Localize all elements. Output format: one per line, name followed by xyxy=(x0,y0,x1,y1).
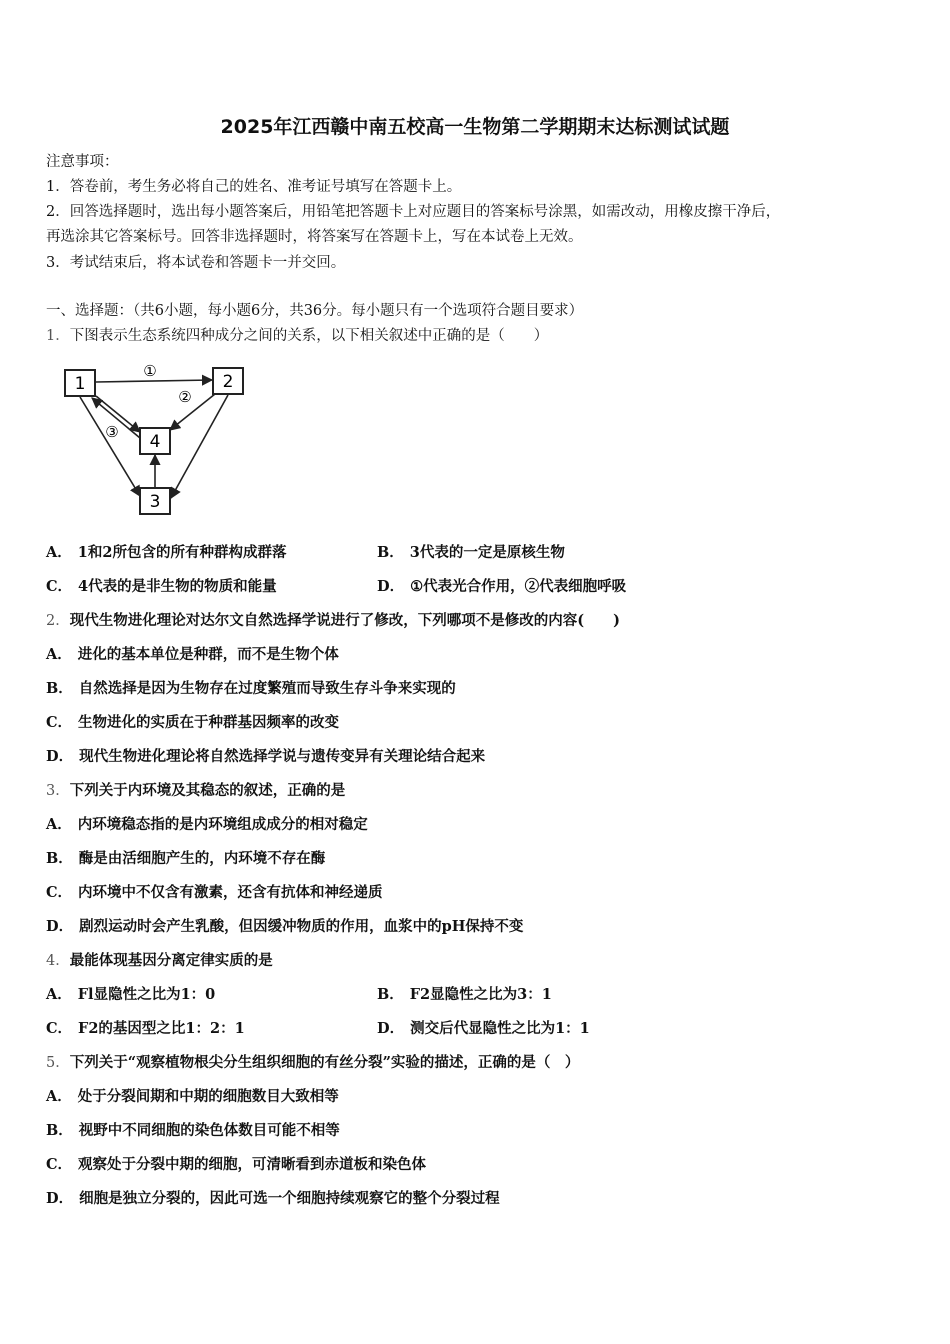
option-text: 剧烈运动时会产生乳酸，但因缓冲物质的作用，血浆中的pH保持不变 xyxy=(79,918,524,935)
arrow-label-2: ② xyxy=(178,388,192,406)
option xyxy=(46,917,523,937)
option xyxy=(377,543,565,563)
notice-item: 再选涂其它答案标号。回答非选择题时，将答案写在答题卡上，写在本试卷上无效。 xyxy=(46,229,583,245)
question-stem: 下图表示生态系统四种成分之间的关系，以下相关叙述中正确的是（ ） xyxy=(69,328,549,344)
ecosystem-diagram xyxy=(60,360,250,520)
option xyxy=(46,747,485,767)
option-label: B． xyxy=(46,1122,73,1139)
option xyxy=(377,577,626,597)
option xyxy=(46,713,339,733)
notice-heading: 注意事项： xyxy=(46,154,119,170)
arrow-1-to-3 xyxy=(80,397,140,496)
option-label: D． xyxy=(46,918,74,935)
notice-item: 2．回答选择题时，选出每小题答案后，用铅笔把答题卡上对应题目的答案标号涂黑，如需改动，用橡皮擦干净后， xyxy=(46,204,781,220)
question-stem: 现代生物进化理论对达尔文自然选择学说进行了修改，下列哪项不是修改的内容( ) xyxy=(69,612,620,629)
option-text: 生物进化的实质在于种群基因频率的改变 xyxy=(78,714,340,731)
option-label: A． xyxy=(46,816,72,833)
option-text: 内环境中不仅含有激素，还含有抗体和神经递质 xyxy=(78,884,383,901)
option xyxy=(377,1019,590,1039)
option-text: 测交后代显隐性之比为1：1 xyxy=(410,1020,590,1037)
option-label: A． xyxy=(46,986,72,1003)
option xyxy=(46,1155,426,1175)
question-number: 3． xyxy=(46,783,70,799)
option-text: 进化的基本单位是种群，而不是生物个体 xyxy=(77,646,339,663)
arrow-label-1: ① xyxy=(143,362,157,380)
notice-item: 1．答卷前，考生务必将自己的姓名、准考证号填写在答题卡上。 xyxy=(46,179,462,195)
arrow-2-to-4 xyxy=(170,394,215,430)
option xyxy=(46,679,456,699)
option-label: C． xyxy=(46,1020,73,1037)
option-text: 酶是由活细胞产生的，内环境不存在酶 xyxy=(78,850,326,867)
arrow-label-3: ③ xyxy=(105,423,119,441)
option-label: C． xyxy=(46,714,73,731)
question-3 xyxy=(46,781,345,801)
arrow-2-to-3 xyxy=(171,395,228,498)
question-2 xyxy=(46,611,620,631)
option-label: C． xyxy=(46,884,73,901)
option xyxy=(46,1121,340,1141)
question-number: 4． xyxy=(46,953,70,969)
option xyxy=(46,849,325,869)
option-label: B． xyxy=(46,680,73,697)
option xyxy=(46,577,277,597)
option xyxy=(377,985,552,1005)
option-label: A． xyxy=(46,646,72,663)
option xyxy=(46,815,368,835)
option-text: 内环境稳态指的是内环境组成成分的相对稳定 xyxy=(77,816,368,833)
question-number: 5． xyxy=(46,1055,70,1071)
option-label: D． xyxy=(46,748,74,765)
option-text: 自然选择是因为生物存在过度繁殖而导致生存斗争来实现的 xyxy=(78,680,456,697)
node-label-4: 4 xyxy=(149,432,161,452)
notice-item: 3．考试结束后，将本试卷和答题卡一并交回。 xyxy=(46,255,346,271)
option-text: F2的基因型之比1：2：1 xyxy=(78,1020,245,1037)
option-label: B． xyxy=(46,850,73,867)
option-label: B． xyxy=(377,544,404,561)
question-5 xyxy=(46,1053,579,1073)
option xyxy=(46,1019,245,1039)
option xyxy=(46,543,286,563)
option-text: 观察处于分裂中期的细胞，可清晰看到赤道板和染色体 xyxy=(78,1156,427,1173)
question-stem: 下列关于内环境及其稳态的叙述，正确的是 xyxy=(69,782,346,799)
option xyxy=(46,1189,500,1209)
question-stem: 下列关于“观察植物根尖分生组织细胞的有丝分裂”实验的描述，正确的是（ ） xyxy=(69,1054,580,1071)
option-text: 3代表的一定是原核生物 xyxy=(409,544,565,561)
question-1 xyxy=(46,326,548,346)
node-label-3: 3 xyxy=(149,492,161,512)
option-label: A． xyxy=(46,544,72,561)
option-text: 视野中不同细胞的染色体数目可能不相等 xyxy=(78,1122,340,1139)
option-text: 4代表的是非生物的物质和能量 xyxy=(78,578,277,595)
option-text: ①代表光合作用，②代表细胞呼吸 xyxy=(410,578,627,595)
option-label: D． xyxy=(46,1190,74,1207)
option xyxy=(46,883,383,903)
option-label: D． xyxy=(377,578,405,595)
page-title: 2025年江西赣中南五校高一生物第二学期期末达标测试试题 xyxy=(220,116,730,138)
option-label: A． xyxy=(46,1088,72,1105)
node-label-2: 2 xyxy=(222,372,234,392)
option-text: F2显隐性之比为3：1 xyxy=(409,986,552,1003)
node-label-1: 1 xyxy=(74,374,86,394)
option-text: 现代生物进化理论将自然选择学说与遗传变异有关理论结合起来 xyxy=(79,748,486,765)
option-label: C． xyxy=(46,578,73,595)
option-label: B． xyxy=(377,986,404,1003)
option-label: C． xyxy=(46,1156,73,1173)
arrow-1-to-2 xyxy=(96,380,212,382)
question-4 xyxy=(46,951,273,971)
option xyxy=(46,985,215,1005)
question-number: 1． xyxy=(46,328,70,344)
option xyxy=(46,1087,339,1107)
question-number: 2． xyxy=(46,613,70,629)
option-text: 细胞是独立分裂的，因此可选一个细胞持续观察它的整个分裂过程 xyxy=(79,1190,500,1207)
option-label: D． xyxy=(377,1020,405,1037)
option-text: 处于分裂间期和中期的细胞数目大致相等 xyxy=(77,1088,339,1105)
option-text: 1和2所包含的所有种群构成群落 xyxy=(77,544,287,561)
option xyxy=(46,645,339,665)
question-stem: 最能体现基因分离定律实质的是 xyxy=(69,952,273,969)
section-heading: 一、选择题：（共6小题，每小题6分，共36分。每小题只有一个选项符合题目要求） xyxy=(46,303,584,319)
option-text: Fl显隐性之比为1：0 xyxy=(77,986,216,1003)
